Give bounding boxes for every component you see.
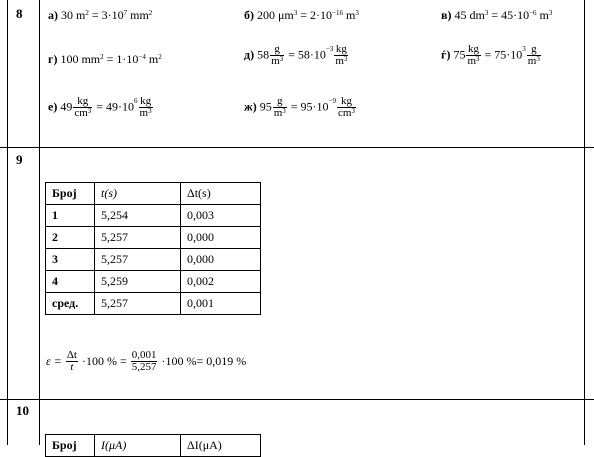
fraction: $\frac{kg}{m^3}$	[467, 43, 480, 67]
cell-index: 2	[46, 227, 95, 249]
item-letter: б)	[244, 8, 254, 22]
header-time: t(s)	[95, 183, 181, 205]
table-row	[46, 271, 261, 293]
table-row	[46, 227, 261, 249]
left-border	[7, 0, 8, 445]
table-row	[46, 249, 261, 271]
conversion-gj: ѓ) 75 $\frac{kg}{m^3}$ = $75\cdot 10^3$ $\frac{g}{m^3}$	[441, 43, 540, 67]
conversion-zh: ж) 95 $\frac{g}{m^3}$ = $95\cdot 10^{-9}$ $\frac{kg}{cm^3}$	[244, 95, 355, 119]
item-letter: а)	[48, 8, 58, 22]
conversion-a: а) 30 $m^2 = 3\cdot 10^7$ $mm^2$	[48, 8, 153, 22]
cell-delta: 0,000	[181, 227, 261, 249]
fraction: $\frac{\Delta t}{t}$	[66, 349, 77, 373]
conversion-b: б) 200 $\mu m^3 = 2\cdot 10^{-16}$ $m^3$	[244, 8, 359, 22]
conversion-e: е) 49 $\frac{kg}{cm^3}$ = $49\cdot 10^6$ $\frac{kg}{m^3}$	[48, 95, 152, 119]
cell-index: сред.	[46, 293, 95, 315]
formula-rhs: ·100 %= 0,019 %	[161, 354, 247, 368]
cell-index: 1	[46, 205, 95, 227]
item-letter: е)	[48, 99, 58, 114]
fraction: $\frac{kg}{cm^3}$	[337, 95, 355, 119]
table-header-row	[46, 183, 261, 205]
item-letter: г)	[48, 52, 58, 66]
header-broj: Број	[46, 183, 95, 205]
item-letter: в)	[441, 8, 452, 22]
cell-index: 4	[46, 271, 95, 293]
fraction: $\frac{kg}{cm^3}$	[74, 95, 92, 119]
fraction: $\frac{kg}{m^3}$	[139, 95, 152, 119]
table-header-row	[46, 435, 261, 457]
cell-delta: 0,003	[181, 205, 261, 227]
relative-error-formula	[46, 350, 246, 373]
cell-time: 5,257	[95, 227, 181, 249]
conversion-d: д) 58 $\frac{g}{m^3}$ = $58\cdot 10^{-3}$ $\frac{kg}{m^3}$	[244, 43, 348, 67]
formula-lhs: ε =	[46, 354, 62, 368]
item-letter: д)	[244, 47, 255, 62]
cell-time: 5,257	[95, 249, 181, 271]
measurement-table	[45, 182, 261, 315]
cell-time: 5,257	[95, 293, 181, 315]
header-current: I(μA)	[95, 435, 181, 457]
number-column-divider	[39, 0, 40, 445]
conversion-v: в) 45 $dm^3 = 45\cdot 10^{-6}$ $m^3$	[441, 8, 553, 22]
cell-time: 5,259	[95, 271, 181, 293]
conversion-g: г) 100 $mm^2 = 1\cdot 10^{-4}$ $m^2$	[48, 52, 162, 66]
table-row	[46, 293, 261, 315]
row-divider-9-10	[0, 399, 594, 400]
row-divider-8-9	[0, 147, 594, 148]
cell-time: 5,254	[95, 205, 181, 227]
cell-delta: 0,000	[181, 249, 261, 271]
row-number-9: 9	[16, 152, 23, 167]
cell-index: 3	[46, 249, 95, 271]
cell-delta: 0,001	[181, 293, 261, 315]
fraction: $\frac{0,001}{5,257}$	[131, 349, 157, 373]
table-row	[46, 205, 261, 227]
item-letter: ж)	[244, 99, 257, 114]
right-border	[584, 0, 585, 445]
header-delta-time: Δt(s)	[181, 183, 261, 205]
header-broj: Број	[46, 435, 95, 457]
row-number-10: 10	[16, 403, 29, 418]
row-number-8: 8	[16, 6, 23, 21]
cell-delta: 0,002	[181, 271, 261, 293]
fraction: $\frac{g}{m^3}$	[271, 43, 284, 67]
formula-mid: ·100 % =	[81, 354, 127, 368]
header-delta-current: ΔI(μA)	[181, 435, 261, 457]
current-table	[45, 434, 261, 457]
fraction: $\frac{g}{m^3}$	[273, 95, 286, 119]
fraction: $\frac{g}{m^3}$	[527, 43, 540, 67]
item-letter: ѓ)	[441, 47, 451, 62]
fraction: $\frac{kg}{m^3}$	[335, 43, 348, 67]
